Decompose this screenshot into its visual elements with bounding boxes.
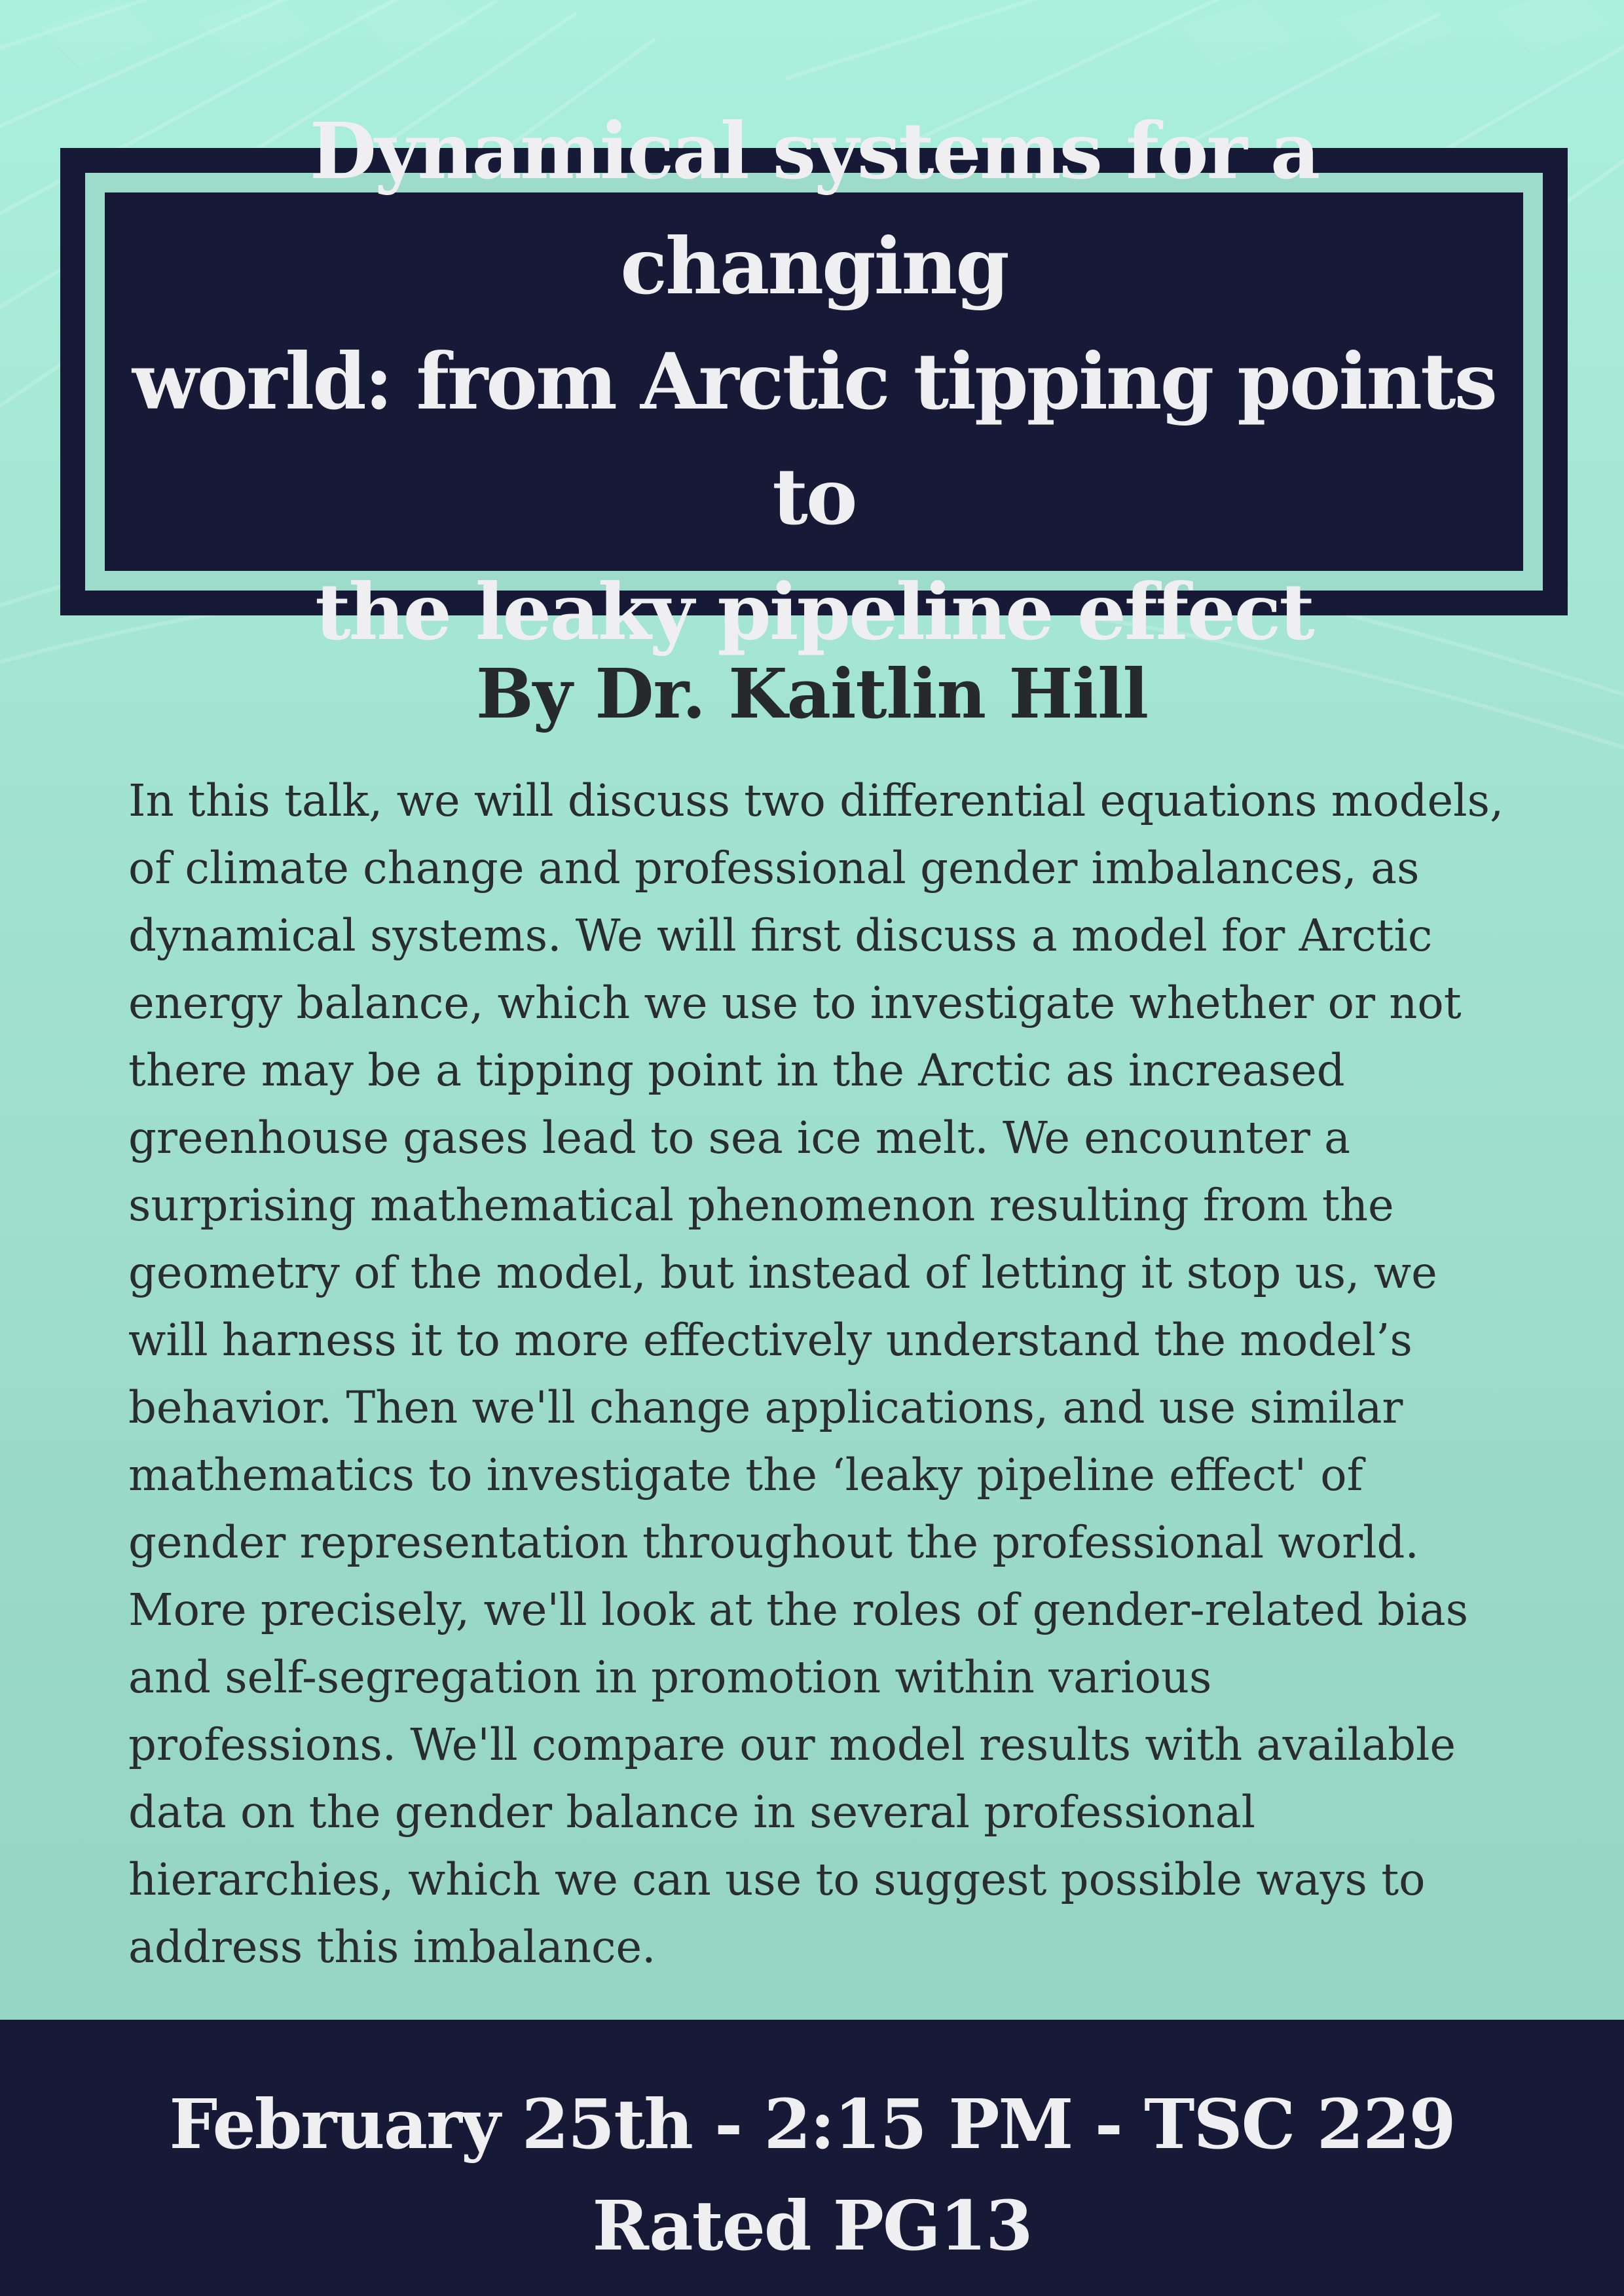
talk-title-line: the leaky pipeline effect (315, 566, 1313, 657)
abstract-line: surprising mathematical phenomenon resulting from the (128, 1180, 1394, 1231)
event-footer (0, 2020, 1624, 2296)
talk-abstract (128, 767, 1549, 1981)
talk-title (126, 94, 1502, 670)
abstract-line: energy balance, which we use to investigate whether or not (128, 977, 1462, 1029)
abstract-line: professions. We'll compare our model results with available (128, 1719, 1456, 1770)
speaker-name: By Dr. Kaitlin Hill (475, 653, 1149, 734)
abstract-line: behavior. Then we'll change applications, and use similar (128, 1382, 1403, 1433)
abstract-line: hierarchies, which we can use to suggest possible ways to (128, 1854, 1426, 1905)
event-rating: Rated PG13 (592, 2185, 1032, 2266)
abstract-line: mathematics to investigate the ‘leaky pipeline effect' of (128, 1449, 1363, 1501)
abstract-line: geometry of the model, but instead of letting it stop us, we (128, 1247, 1437, 1298)
abstract-line: address this imbalance. (128, 1922, 656, 1973)
talk-title-line: world: from Arctic tipping points to (132, 336, 1496, 542)
abstract-line: data on the gender balance in several professional (128, 1787, 1256, 1838)
abstract-line: In this talk, we will discuss two differential equations models, (128, 775, 1504, 826)
abstract-line: greenhouse gases lead to sea ice melt. We encounter a (128, 1112, 1351, 1163)
abstract-line: there may be a tipping point in the Arctic as increased (128, 1045, 1345, 1096)
abstract-line: dynamical systems. We will first discuss a model for Arctic (128, 910, 1433, 961)
event-details: February 25th - 2:15 PM - TSC 229 (169, 2084, 1455, 2164)
abstract-line: of climate change and professional gender imbalances, as (128, 843, 1420, 894)
title-panel (105, 105, 1523, 657)
title-frame-ring (85, 105, 1543, 657)
talk-title-line: Dynamical systems for a changing (309, 105, 1319, 312)
abstract-line: gender representation throughout the professional world. (128, 1517, 1419, 1568)
title-frame (60, 105, 1568, 657)
abstract-line: More precisely, we'll look at the roles of gender-related bias (128, 1584, 1469, 1635)
abstract-line: will harness it to more effectively understand the model’s (128, 1315, 1412, 1366)
abstract-line: and self-segregation in promotion within various (128, 1652, 1212, 1703)
